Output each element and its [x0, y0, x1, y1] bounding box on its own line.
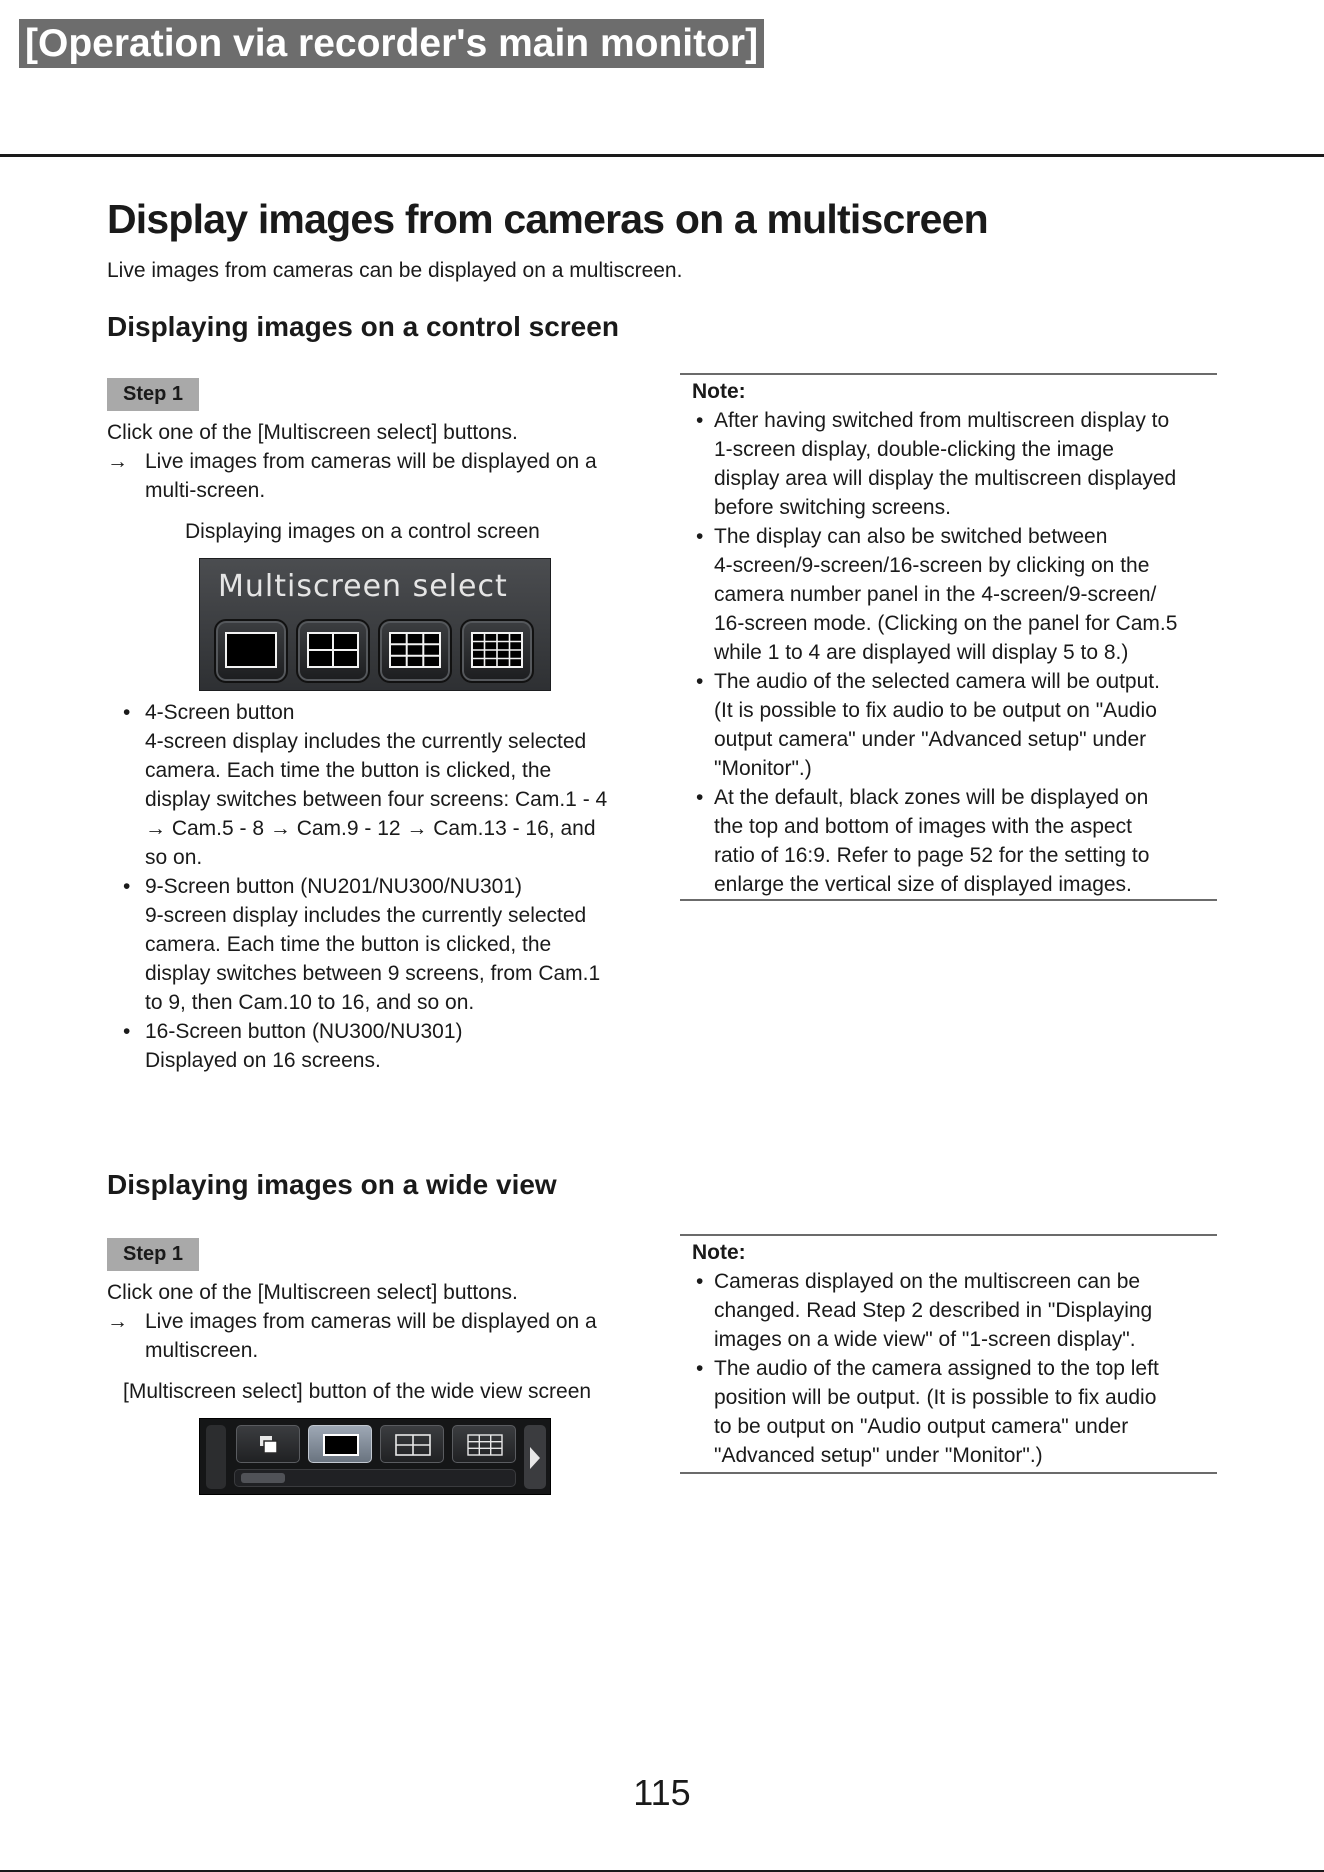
control-screen-instructions	[107, 418, 652, 505]
step-badge: Step 1	[107, 1238, 199, 1271]
one-screen-button[interactable]	[214, 619, 288, 683]
one-screen-button[interactable]	[308, 1425, 372, 1463]
item-title: 16-Screen button (NU300/NU301)	[145, 1020, 463, 1043]
note-label: Note:	[692, 380, 746, 403]
bullet-icon: •	[696, 525, 704, 548]
bullet-icon: •	[696, 1357, 704, 1380]
item-line: so on.	[145, 846, 203, 869]
horizontal-scrollbar[interactable]	[234, 1469, 516, 1487]
note-line: 1-screen display, double-clicking the image	[714, 438, 1114, 461]
instruction-text: Click one of the [Multiscreen select] buttons.	[107, 421, 518, 444]
nine-screen-button[interactable]	[452, 1425, 516, 1463]
item-line: 4-screen display includes the currently selected	[145, 730, 587, 753]
note-line: (It is possible to fix audio to be output on "Audio	[714, 699, 1157, 722]
note-line: display area will display the multiscreen displayed	[714, 467, 1177, 490]
note-item	[692, 406, 1217, 522]
note-item	[692, 1354, 1217, 1470]
note-box-control-screen	[680, 373, 1217, 901]
bullet-icon: •	[696, 409, 704, 432]
page-title: Display images from cameras on a multiscreen	[107, 196, 988, 242]
bullet-icon: •	[696, 786, 704, 809]
nine-screen-icon	[389, 631, 441, 671]
intro-text: Live images from cameras can be displayed on a multiscreen.	[107, 259, 683, 282]
note-line: to be output on "Audio output camera" under	[714, 1415, 1129, 1438]
scroll-left-button[interactable]	[206, 1425, 226, 1489]
note-line: while 1 to 4 are displayed will display 5 to 8.)	[714, 641, 1129, 664]
note-line: 16-screen mode. (Clicking on the panel for Cam.5	[714, 612, 1178, 635]
note-line: The audio of the selected camera will be output.	[714, 670, 1160, 693]
note-line: "Monitor".)	[714, 757, 812, 780]
figure-caption: [Multiscreen select] button of the wide view screen	[123, 1380, 592, 1403]
sequence-button[interactable]	[236, 1425, 300, 1463]
note-line: After having switched from multiscreen display to	[714, 409, 1170, 432]
item-title: 4-Screen button	[145, 701, 295, 724]
item-title: 9-Screen button (NU201/NU300/NU301)	[145, 875, 523, 898]
header-divider	[0, 154, 1324, 157]
result-text	[107, 447, 652, 505]
note-line: ratio of 16:9. Refer to page 52 for the setting to	[714, 844, 1150, 867]
note-line: enlarge the vertical size of displayed images.	[714, 873, 1132, 896]
sequence-icon	[251, 1433, 287, 1457]
note-label: Note:	[692, 1241, 746, 1264]
item-line: Displayed on 16 screens.	[145, 1049, 381, 1072]
scroll-right-button[interactable]	[524, 1425, 546, 1489]
note-item	[692, 1267, 1217, 1354]
note-line: images on a wide view" of "1-screen display".	[714, 1328, 1136, 1351]
chevron-right-icon	[529, 1447, 541, 1469]
note-list	[692, 1267, 1217, 1470]
single-screen-icon	[323, 1433, 359, 1457]
wide-view-instructions	[107, 1278, 652, 1365]
result-label: Live images from cameras will be displayed on a multi-screen.	[145, 450, 597, 502]
bullet-icon: •	[123, 875, 131, 898]
wide-view-heading: Displaying images on a wide view	[107, 1169, 557, 1200]
four-screen-button[interactable]	[296, 619, 370, 683]
note-item	[692, 667, 1217, 783]
note-line: position will be output. (It is possible to fix audio	[714, 1386, 1157, 1409]
nine-screen-button[interactable]	[378, 619, 452, 683]
item-line: 9-screen display includes the currently selected	[145, 904, 587, 927]
note-line: before switching screens.	[714, 496, 951, 519]
four-screen-icon	[307, 631, 359, 671]
note-item	[692, 522, 1217, 667]
list-item	[123, 1017, 663, 1075]
scrollbar-thumb[interactable]	[241, 1473, 285, 1483]
instruction-text: Click one of the [Multiscreen select] buttons.	[107, 1281, 518, 1304]
list-item	[123, 698, 663, 872]
note-line: camera number panel in the 4-screen/9-screen/	[714, 583, 1157, 606]
figure-caption: Displaying images on a control screen	[185, 520, 540, 543]
multiscreen-select-title: Multiscreen select	[218, 569, 508, 604]
note-line: the top and bottom of images with the aspect	[714, 815, 1132, 838]
sixteen-screen-button[interactable]	[460, 619, 534, 683]
single-screen-icon	[225, 631, 277, 671]
note-list	[692, 406, 1217, 899]
item-line: display switches between four screens: Cam.1 - 4	[145, 788, 608, 811]
note-line: "Advanced setup" under "Monitor".)	[714, 1444, 1043, 1467]
bullet-icon: •	[696, 1270, 704, 1293]
list-item	[123, 872, 663, 1017]
sixteen-screen-icon	[471, 631, 523, 671]
wide-view-multiscreen-panel	[199, 1418, 551, 1495]
note-line: The display can also be switched between	[714, 525, 1108, 548]
note-line: 4-screen/9-screen/16-screen by clicking on the	[714, 554, 1150, 577]
arrow-icon: →	[107, 450, 128, 473]
note-box-wide-view	[680, 1234, 1217, 1474]
control-screen-heading: Displaying images on a control screen	[107, 311, 619, 342]
four-screen-button[interactable]	[380, 1425, 444, 1463]
nine-screen-icon	[467, 1433, 503, 1457]
note-item	[692, 783, 1217, 899]
item-line: camera. Each time the button is clicked, the	[145, 759, 552, 782]
note-line: output camera" under "Advanced setup" under	[714, 728, 1147, 751]
item-line: camera. Each time the button is clicked, the	[145, 933, 552, 956]
note-line: At the default, black zones will be displayed on	[714, 786, 1149, 809]
arrow-icon: →	[107, 1310, 128, 1333]
note-line: The audio of the camera assigned to the top left	[714, 1357, 1159, 1380]
four-screen-icon	[395, 1433, 431, 1457]
section-tab: [Operation via recorder's main monitor]	[19, 19, 764, 68]
step-badge: Step 1	[107, 378, 199, 411]
note-line: Cameras displayed on the multiscreen can be	[714, 1270, 1141, 1293]
item-line: display switches between 9 screens, from Cam.1	[145, 962, 601, 985]
item-line: to 9, then Cam.10 to 16, and so on.	[145, 991, 475, 1014]
bullet-icon: •	[123, 1020, 131, 1043]
result-label: Live images from cameras will be displayed on a multiscreen.	[145, 1310, 597, 1362]
multiscreen-select-panel	[199, 558, 551, 691]
bullet-icon: •	[696, 670, 704, 693]
bullet-icon: •	[123, 701, 131, 724]
page-number: 115	[633, 1772, 691, 1813]
screen-button-list	[123, 698, 663, 1075]
result-text	[107, 1307, 652, 1365]
note-line: changed. Read Step 2 described in "Displaying	[714, 1299, 1153, 1322]
item-line: → Cam.5 - 8 → Cam.9 - 12 → Cam.13 - 16, and	[145, 817, 596, 840]
